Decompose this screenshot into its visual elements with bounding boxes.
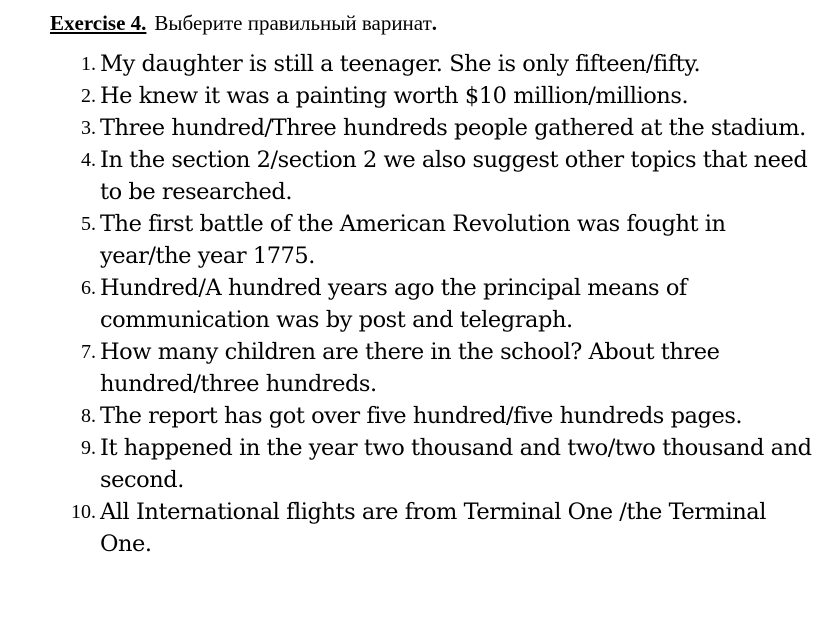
- list-item: [60, 48, 820, 80]
- list-item: [60, 336, 820, 400]
- item-number: 2.: [81, 85, 96, 107]
- item-number: 4.: [81, 149, 96, 171]
- exercise-instruction: Выберите правильный варинат: [154, 11, 432, 35]
- item-number: 5.: [81, 213, 96, 235]
- item-number: 1.: [81, 53, 96, 75]
- list-item: [60, 80, 820, 112]
- item-number: 3.: [81, 117, 96, 139]
- exercise-label: Exercise 4.: [50, 11, 147, 35]
- exercise-heading: Exercise 4. Выберите правильный варинат.: [50, 11, 437, 35]
- item-text: It happened in the year two thousand and two/two thousand and second.: [100, 435, 812, 493]
- item-number: 8.: [81, 405, 96, 427]
- item-text: All International flights are from Terminal One /the Terminal One.: [100, 499, 766, 557]
- item-text: The first battle of the American Revolution was fought in year/the year 1775.: [100, 211, 726, 269]
- list-item: [60, 432, 820, 496]
- item-text: My daughter is still a teenager. She is only fifteen/fifty.: [100, 51, 701, 77]
- exercise-list: [60, 48, 820, 560]
- item-number: 10.: [71, 501, 96, 523]
- item-text: Three hundred/Three hundreds people gathered at the stadium.: [100, 115, 806, 141]
- item-text: Hundred/A hundred years ago the principal means of communication was by post and telegraph.: [100, 275, 687, 333]
- item-text: The report has got over five hundred/five hundreds pages.: [100, 403, 743, 429]
- item-number: 7.: [81, 341, 96, 363]
- list-item: [60, 272, 820, 336]
- list-item: [60, 208, 820, 272]
- list-item: [60, 144, 820, 208]
- item-number: 6.: [81, 277, 96, 299]
- item-text: He knew it was a painting worth $10 million/millions.: [100, 83, 689, 109]
- item-text: How many children are there in the school? About three hundred/three hundreds.: [100, 339, 720, 397]
- list-item: [60, 496, 820, 560]
- list-item: [60, 400, 820, 432]
- item-number: 9.: [81, 437, 96, 459]
- list-item: [60, 112, 820, 144]
- item-text: In the section 2/section 2 we also suggest other topics that need to be researched.: [100, 147, 808, 205]
